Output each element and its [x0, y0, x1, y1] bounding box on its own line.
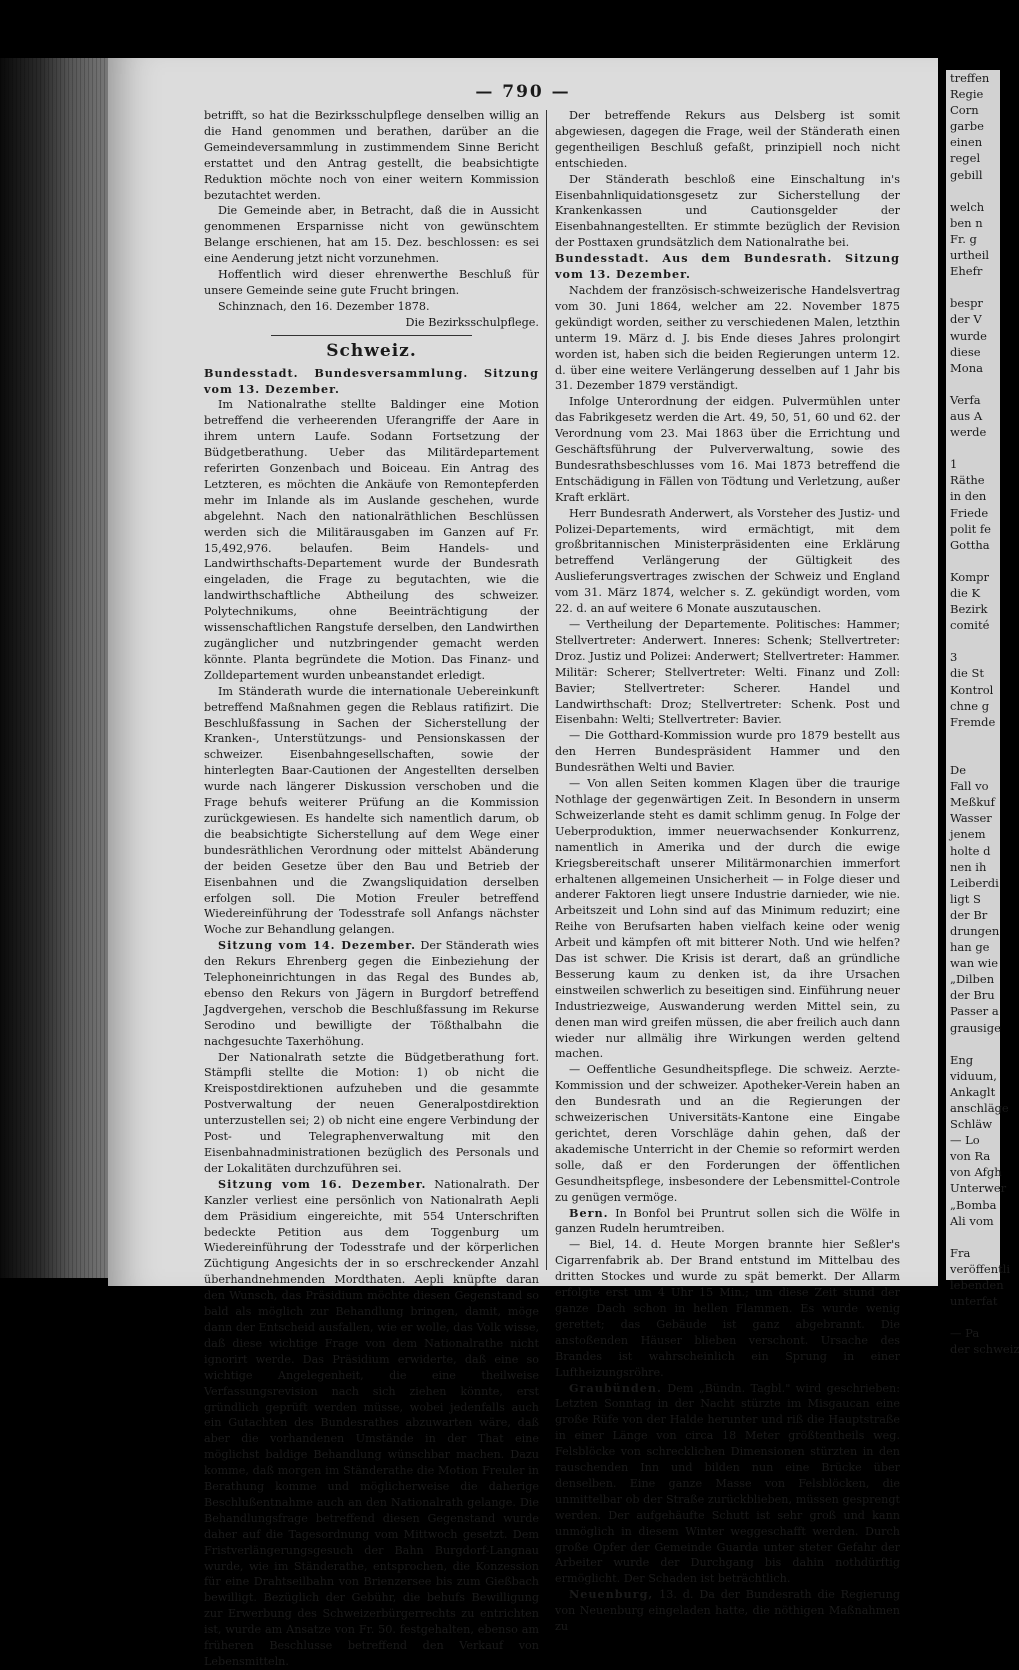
- intro-paragraph-1: betrifft, so hat die Bezirksschulpflege denselben willig an die Hand genommen und berathen, darüber an die Gemeindeversammlung in zustimmendem Sinne Bericht erstattet und den Antrag gestellt, die beabsichtigte Reduktion möchte noch von einer weitern Kommission bezutachtet werden.: [204, 109, 539, 202]
- nationalrath-paragraph: Im Nationalrathe stellte Baldinger eine Motion betreffend die verheerenden Uferangriffe der Aare in ihrem untern Laufe. Sodann Fortsetzung der Büdgetberathung. Ueber das Militärdepartement referirten Gonzenbach und Boiceau. Ein Antrag des Letzteren, es möchten die Ankäufe von Remontepferden mehr im Inlande als im Auslande geschehen, wurde abgelehnt. Nach den nationalräthlichen Beschlüssen werden sich die Militärausgaben im Ganzen auf Fr. 15,492,976. belaufen. Beim Handels- und Landwirthschafts-Departement wurde der Bundesrath eingeladen, die Frage zu begutachten, wie die landwirthschaftliche Abtheilung des schweizer. Polytechnikums, ohne Beeinträchtigung der wissenschaftlichen Rangstufe derselben, den Landwirthen zugänglicher und nutzbringender gemacht werden könnte. Planta begründete die Motion. Das Finanz- und Zolldepartement wurden unbeanstandet erledigt.: [204, 398, 539, 682]
- next-page-fragment: Bezirk: [950, 602, 988, 617]
- departemente-paragraph: — Vertheilung der Departemente. Politisches: Hammer; Stellvertreter: Anderwert. Inneres: Schenk; Stellvertreter: Droz. Justiz und Polizei: Anderwert; Stellvertreter: Hammer. Militär: Scherer; Stellvertreter: Welti. Finanz und Zoll: Bavier; Stellvertreter: Scherer. Handel und Landwirthschaft: Droz; Stellvertreter: Schenk. Post und Eisenbahn: Welti; Stellvertreter: Bavier.: [555, 618, 900, 727]
- next-page-fragment: [946, 1036, 1000, 1052]
- bern-text: In Bonfol bei Pruntrut sollen sich die Wölfe in ganzen Rudeln herumtreiben.: [555, 1206, 900, 1236]
- left-column: [204, 108, 539, 1670]
- next-page-fragment: Friede: [950, 505, 989, 520]
- next-page-fragment: Passer a: [950, 1004, 999, 1019]
- next-page-fragment: urtheil: [950, 248, 990, 263]
- next-page-fragment: [946, 730, 1000, 746]
- next-page-fragment: diese: [950, 344, 981, 359]
- bundesrath-subhead: Aus dem Bundesrath. Sitzung vom 13. Dezember.: [555, 251, 900, 282]
- next-page-fragment: De: [950, 763, 967, 778]
- newspaper-page: [108, 58, 938, 1668]
- next-page-fragment: Corn: [950, 103, 979, 118]
- next-page-fragment: Leiberdi: [950, 875, 999, 890]
- page-number: — 790 —: [475, 82, 571, 102]
- next-page-fragment: [946, 440, 1000, 456]
- next-page-fragment: in den: [950, 489, 987, 504]
- next-page-fragment: Fall vo: [950, 779, 989, 794]
- next-page-fragment: werde: [950, 425, 987, 440]
- next-page-fragment: grausige: [950, 1020, 1001, 1035]
- sitzung-14-head: Sitzung vom 14. Dezember.: [218, 938, 417, 953]
- sitzung-14-paragraph: [204, 938, 539, 1049]
- article-bundesstadt-sitzung-13: [204, 366, 539, 398]
- next-page-fragment: der Br: [950, 907, 988, 922]
- next-page-fragment: „Bomba: [950, 1197, 997, 1212]
- next-page-fragment: treffen: [950, 71, 990, 85]
- next-page-fragment: holte d: [950, 843, 991, 858]
- next-page-fragment: Kompr: [950, 569, 989, 584]
- article-bundesrath: [555, 251, 900, 283]
- next-page-fragment: Eng: [950, 1052, 974, 1067]
- staenderath-paragraph: Im Ständerath wurde die internationale Uebereinkunft betreffend Maßnahmen gegen die Reblaus ratifizirt. Die Beschlußfassung in Sachen der Sicherstellung der Kranken-, Unterstützungs- und Pensionskassen der schweizer. Eisenbahngesellschaften, sowie der hinterlegten Baar-Cautionen der Angestellten derselben wurde nach längerer Diskussion verschoben und die Frage behufs weiterer Prüfung an die Kommission zurückgewiesen. Es handelte sich namentlich darum, ob die beabsichtigte Sicherstellung auf dem Wege einer bundesräthlichen Verordnung oder mittelst Abänderung der beiden Gesetze über den Bau und Betrieb der Eisenbahnen und die Zwangsliquidation derselben erfolgen soll. Die Motion Freuler betreffend Wiedereinführung der Todesstrafe soll Anfangs nächster Woche zur Behandlung gelangen.: [204, 684, 539, 937]
- intro-paragraph-2: Die Gemeinde aber, in Betracht, daß die in Aussicht genommenen Ersparnisse nicht von gewünschtem Belange erschienen, hat am 15. Dez. beschlossen: es sei eine Aenderung jetzt nicht vorzunehmen.: [204, 204, 539, 266]
- next-page-fragment: „Dilben: [950, 972, 995, 987]
- next-page-fragment: jenem: [950, 827, 986, 842]
- pulvermuehlen-paragraph: Infolge Unterordnung der eidgen. Pulvermühlen unter das Fabrikgesetz werden die Art. 49, 50, 51, 60 und 62. der Verordnung vom 23. Mai 1863 über die Errichtung und Geschäftsführung der Pulververwaltung, sowie des Bundesrathsbeschlusses vom 16. Mai 1873 betreffend die Entschädigung in Fällen von Tödtung und Verletzung, außer Kraft erklärt.: [555, 395, 900, 504]
- bundesrath-head: Bundesstadt.: [555, 251, 650, 266]
- next-page-fragment: garbe: [950, 119, 984, 134]
- next-page-fragment: Ali vom: [950, 1213, 994, 1228]
- next-page-fragment: han ge: [950, 940, 990, 955]
- column-divider: [546, 110, 547, 1270]
- article-subhead: Bundesversammlung. Sitzung vom 13. Dezember.: [204, 365, 539, 396]
- neuenburg-text: 13. d. Da der Bundesrath die Regierung von Neuenburg eingeladen hatte, die nöthigen Maßnahmen zu: [555, 1588, 900, 1634]
- dateline: Schinznach, den 16. Dezember 1878.: [218, 299, 430, 313]
- next-page-fragment: Gottha: [950, 537, 990, 552]
- next-page-fragment: Wasser: [950, 811, 992, 826]
- staenderath-eisenbahn-paragraph: Der Ständerath beschloß eine Einschaltung in's Eisenbahnliquidationsgesetz zur Sicherstellung der Krankenkassen und Cautionsgelder der Eisenbahnangestellten. Er stimmte bezüglich der Revision der Posttaxen grundsätzlich dem Nationalrathe bei.: [555, 172, 900, 250]
- next-page-fragment: wurde: [950, 328, 987, 343]
- next-page-fragment: [946, 183, 1000, 199]
- next-page-fragment: bespr: [950, 296, 983, 311]
- next-page-fragment: welch: [950, 199, 985, 214]
- signature: Die Bezirksschulpflege.: [405, 315, 539, 329]
- next-page-fragment: Ankaglt: [950, 1084, 996, 1099]
- next-page-fragment: [946, 376, 1000, 392]
- intro-paragraph-3: Hoffentlich wird dieser ehrenwerthe Beschluß für unsere Gemeinde seine gute Frucht bringen.: [204, 268, 539, 297]
- next-page-fragment: Schläw: [950, 1117, 993, 1132]
- section-title: Schweiz.: [326, 340, 417, 361]
- next-page-fragment: Ehefr: [950, 264, 983, 279]
- next-page-fragment: Kontrol: [950, 682, 994, 697]
- next-page-fragment: [946, 279, 1000, 295]
- next-page-fragment: drungen: [950, 923, 1000, 938]
- next-page-fragment: der schweiz: [950, 1342, 1019, 1357]
- next-page-fragment: Räthe: [950, 473, 985, 488]
- next-page-fragment: von Afgh: [950, 1165, 1002, 1180]
- next-page-fragment: ben n: [950, 215, 983, 230]
- rekurs-paragraph: Der betreffende Rekurs aus Delsberg ist somit abgewiesen, dagegen die Frage, weil der Ständerath einen gegentheiligen Beschluß gefaßt, prinzipiell noch nicht entschieden.: [555, 109, 900, 170]
- next-page-fragment: chne g: [950, 698, 990, 713]
- sitzung-16-text: Nationalrath. Der Kanzler verliest eine persönlich von Nationalrath Aepli dem Präsidium eingereichte, mit 554 Unterschriften bedeckte Petition aus dem Toggenburg um Wiedereinführung der Todesstrafe und der körperlichen Züchtigung Angesichts der in so erschreckender Anzahl überhandnehmenden Mordthaten. Aepli knüpfte daran den Wunsch, das Präsidium möchte diesen Gegenstand so bald als möglich zur Behandlung bringen, damit, möge dann der Entscheid ausfallen, wie er wolle, das Volk wisse, daß diese wichtige Frage von dem Nationalrathe nicht ignorirt werde. Das Präsidium erwiderte, daß eine so wichtige Angelegenheit, die eine theilweise Verfassungsrevision nach sich ziehen könnte, erst gründlich geprüft werden müsse, wobei jedenfalls auch ein Gutachten des Bundesrathes abzuwarten wäre, daß aber die vorhandenen Umstände in der That eine möglichst baldige Behandlung wünschbar machen. Dazu komme, daß morgen im Ständerathe die Motion Freuler in Berathung komme und möglicherweise die daherige Beschlußentnahme auch an den Nationalrath gelange. Die Behandlungsfrage betreffend diesen Gegenstand wurde daher auf die Tagesordnung vom Mittwoch gesetzt. Dem Fristverlängerungsgesuch der Bahn Burgdorf-Langnau wurde, wie im Ständerathe, entsprochen, die Konzession für eine Drahtseilbahn von Brienzersee bis zum Gießbach bewilligt. Bezüglich der Gebühr, die behufs Bewilligung zur Erwerbung des Schweizerbürgerrechts zu entrichten ist, wurde am Ansatze von Fr. 50. festgehalten, ebenso am früheren Beschlusse betreffend den Verkauf von Lebensmitteln.: [204, 1177, 539, 1668]
- next-page-fragment: anschläge: [950, 1101, 1009, 1115]
- next-page-fragment: der Bru: [950, 988, 995, 1003]
- nothlage-paragraph: — Von allen Seiten kommen Klagen über die traurige Nothlage der gegenwärtigen Zeit. In Besondern in unserm Schweizerlande steht es damit schlimm genug. In Folge der Ueberproduktion, immer neuerwachsender Konkurrenz, namentlich in Amerika und der durch die ewige Kriegsbereitschaft unserer Militärmonarchien immerfort erhaltenen allgemeinen Unsicherheit — in Folge dieser und anderer Faktoren liegt unsere Industrie darnieder, wie nie. Arbeitszeit und Lohn sind auf das Minimum reduzirt; eine Reihe von Berufsarten haben vielfach keine oder wenig Arbeit und kämpfen oft mit bitterer Noth. Und wie helfen? Das ist schwer. Die Krisis ist derart, daß an gründliche Besserung kaum zu denken ist, da ihre Ursachen einstweilen schwerlich zu beseitigen sind. Einführung neuer Industriezweige, Auswanderung werden Mittel sein, zu denen man wird greifen müssen, die aber freilich auch dann wieder nur allmälig ihre Wirkungen werden geltend machen.: [555, 777, 900, 1061]
- next-page-fragment: [946, 553, 1000, 569]
- bern-head: Bern.: [569, 1205, 609, 1220]
- next-page-fragments: [946, 70, 1019, 1358]
- neuenburg-paragraph: [555, 1587, 900, 1635]
- auslieferung-paragraph: Herr Bundesrath Anderwert, als Vorsteher des Justiz- und Polizei-Departements, wird ermächtigt, mit dem großbritannischen Ministerpräsidenten eine Erklärung betreffend Verlängerung der Gültigkeit des Auslieferungsvertrages zwischen der Schweiz und England vom 31. März 1874, welcher s. Z. gekündigt worden, vom 22. d. an auf weitere 6 Monate auszutauschen.: [555, 506, 900, 616]
- next-page-fragment: nen ih: [950, 859, 987, 874]
- sitzung-14-text: Der Ständerath wies den Rekurs Ehrenberg gegen die Einbeziehung der Telephoneinrichtungen in das Regal des Bundes ab, ebenso den Rekurs von Jägern in Burgdorf betreffend Jagdvergehen, verschob die Beschlußfassung im Rekurse Serodino und bewilligte der Tößthalbahn die nachgesuchte Taxerhöhung.: [204, 939, 539, 1048]
- next-page-fragment: — Pa: [950, 1326, 980, 1341]
- next-page-fragment: die K: [950, 586, 981, 600]
- next-page-fragment: [946, 746, 1000, 762]
- next-page-fragment: aus A: [950, 408, 983, 423]
- next-page-fragment: polit fe: [950, 521, 991, 536]
- next-page-fragment: [946, 633, 1000, 649]
- next-page-fragment: 3: [950, 650, 958, 665]
- next-page-fragment: Fr. g: [950, 231, 977, 246]
- right-column: [555, 108, 900, 1635]
- graubuenden-text: Dem „Bündn. Tagbl." wird geschrieben: Letzten Sonntag in der Nacht stürzte im Misgaucan eine große Rüfe von der Halde herunter und riß die Hauptstraße in einer Länge von circa 18 Meter größtentheils weg. Felsblöcke von schrecklichen Dimensionen stürzten in den rauschenden Inn und bilden nun eine Brücke über denselben. Eine ganze Masse von Felsblöcken, die unmittelbar ob der Straße zurückblieben, müssen gesprengt werden. Der aufgehäufte Schutt ist sehr groß und kann unmöglich in diesem Winter weggeschafft werden. Durch große Opfer der Gemeinde Guarda unter steter Gefahr der Arbeiter wurde der Durchgang bis dahin nothdürftig ermöglicht. Der Schaden ist beträchtlich.: [555, 1381, 900, 1586]
- article-head: Bundesstadt.: [204, 365, 299, 380]
- next-page-fragment: — Lo: [950, 1133, 980, 1148]
- next-page-fragment: veröffentli: [950, 1261, 1011, 1276]
- next-page-fragment: Fra: [950, 1245, 971, 1260]
- next-page-fragment: Mona: [950, 360, 983, 375]
- next-page-fragment: die St: [950, 666, 985, 681]
- next-page-fragment: lebenden: [950, 1278, 1004, 1293]
- sitzung-16-head: Sitzung vom 16. Dezember.: [218, 1176, 427, 1191]
- next-page-fragment: gebill: [950, 167, 983, 182]
- next-page-fragment: Regie: [950, 87, 984, 102]
- next-page-fragment: unterfat: [950, 1294, 998, 1309]
- next-page-fragment: regel: [950, 151, 981, 166]
- biel-paragraph: — Biel, 14. d. Heute Morgen brannte hier Seßler's Cigarrenfabrik ab. Der Brand entstund im Mittelbau des dritten Stockes und wurde zu spät bemerkt. Der Allarm erfolgte erst um 4 Uhr 15 Min.; um diese Zeit stund der ganze Dach schon in hellen Flammen. Es wurde wenig gerettet; das Gebäude ist ganz abgebrannt. Die anstoßenden Häuser blieben verschont. Ursache des Brandes ist wahrscheinlich ein Sprung in einer Luftheizungsröhre.: [555, 1238, 900, 1379]
- gesundheitspflege-paragraph: — Oeffentliche Gesundheitspflege. Die schweiz. Aerzte-Kommission und der schweizer. Apotheker-Verein haben an den Bundesrath und an die Regierungen der schweizerischen Universitäts-Kantone eine Eingabe gerichtet, deren Vorschläge dahin gehen, daß der akademische Unterricht in der Chemie so reformirt werden solle, daß er den Forderungen der öffentlichen Gesundheitspflege, insbesondere der Lebensmittel-Controle zu genügen vermöge.: [555, 1063, 900, 1204]
- next-page-fragment: 1: [950, 457, 958, 472]
- next-page-fragment: Verfa: [950, 392, 981, 407]
- next-page-fragment: comité: [950, 618, 990, 633]
- next-page-fragment: Meßkuf: [950, 795, 995, 810]
- bern-paragraph: [555, 1206, 900, 1238]
- next-page-edge: [946, 70, 1019, 1357]
- next-page-fragment: wan wie: [950, 956, 999, 971]
- divider-rule: [271, 335, 472, 336]
- next-page-fragment: viduum,: [950, 1068, 997, 1083]
- next-page-fragment: von Ra: [950, 1149, 991, 1164]
- handelsvertrag-paragraph: Nachdem der französisch-schweizerische Handelsvertrag vom 30. Juni 1864, welcher am 22. November 1875 gekündigt worden, seither zu verschiedenen Malen, letzthin unterm 19. März d. J. bis Ende dieses Jahres prolongirt worden ist, haben sich die beiden Regierungen unterm 12. d. über eine weitere Verlängerung desselben auf 1 Jahr bis 31. Dezember 1879 verständigt.: [555, 283, 900, 393]
- next-page-fragment: der V: [950, 312, 982, 327]
- next-page-fragment: einen: [950, 135, 983, 150]
- neuenburg-head: Neuenburg,: [569, 1587, 654, 1602]
- nationalrath-post-paragraph: Der Nationalrath setzte die Büdgetberathung fort. Stämpfli stellte die Motion: 1) ob nicht die Kreispostdirektionen aufzuheben und die gesammte Postverwaltung der neuen Generalpostdirektion unterzustellen sei; 2) ob nicht eine engere Verbindung der Post- und Telegraphenverwaltung mit den Eisenbahnadministrationen bezüglich des Personals und der Lokalitäten durchzuführen sei.: [204, 1050, 539, 1175]
- next-page-fragment: [946, 1229, 1000, 1245]
- gotthard-paragraph: — Die Gotthard-Kommission wurde pro 1879 bestellt aus den Herren Bundespräsident Hammer und den Bundesräthen Welti und Bavier.: [555, 729, 900, 775]
- graubuenden-paragraph: [555, 1381, 900, 1588]
- next-page-fragment: Unterwer: [950, 1181, 1007, 1196]
- next-page-fragment: Fremde: [950, 714, 996, 729]
- sitzung-16-paragraph: [204, 1177, 539, 1670]
- graubuenden-head: Graubünden.: [569, 1380, 662, 1395]
- next-page-fragment: [946, 1309, 1000, 1325]
- next-page-fragment: ligt S: [950, 891, 981, 906]
